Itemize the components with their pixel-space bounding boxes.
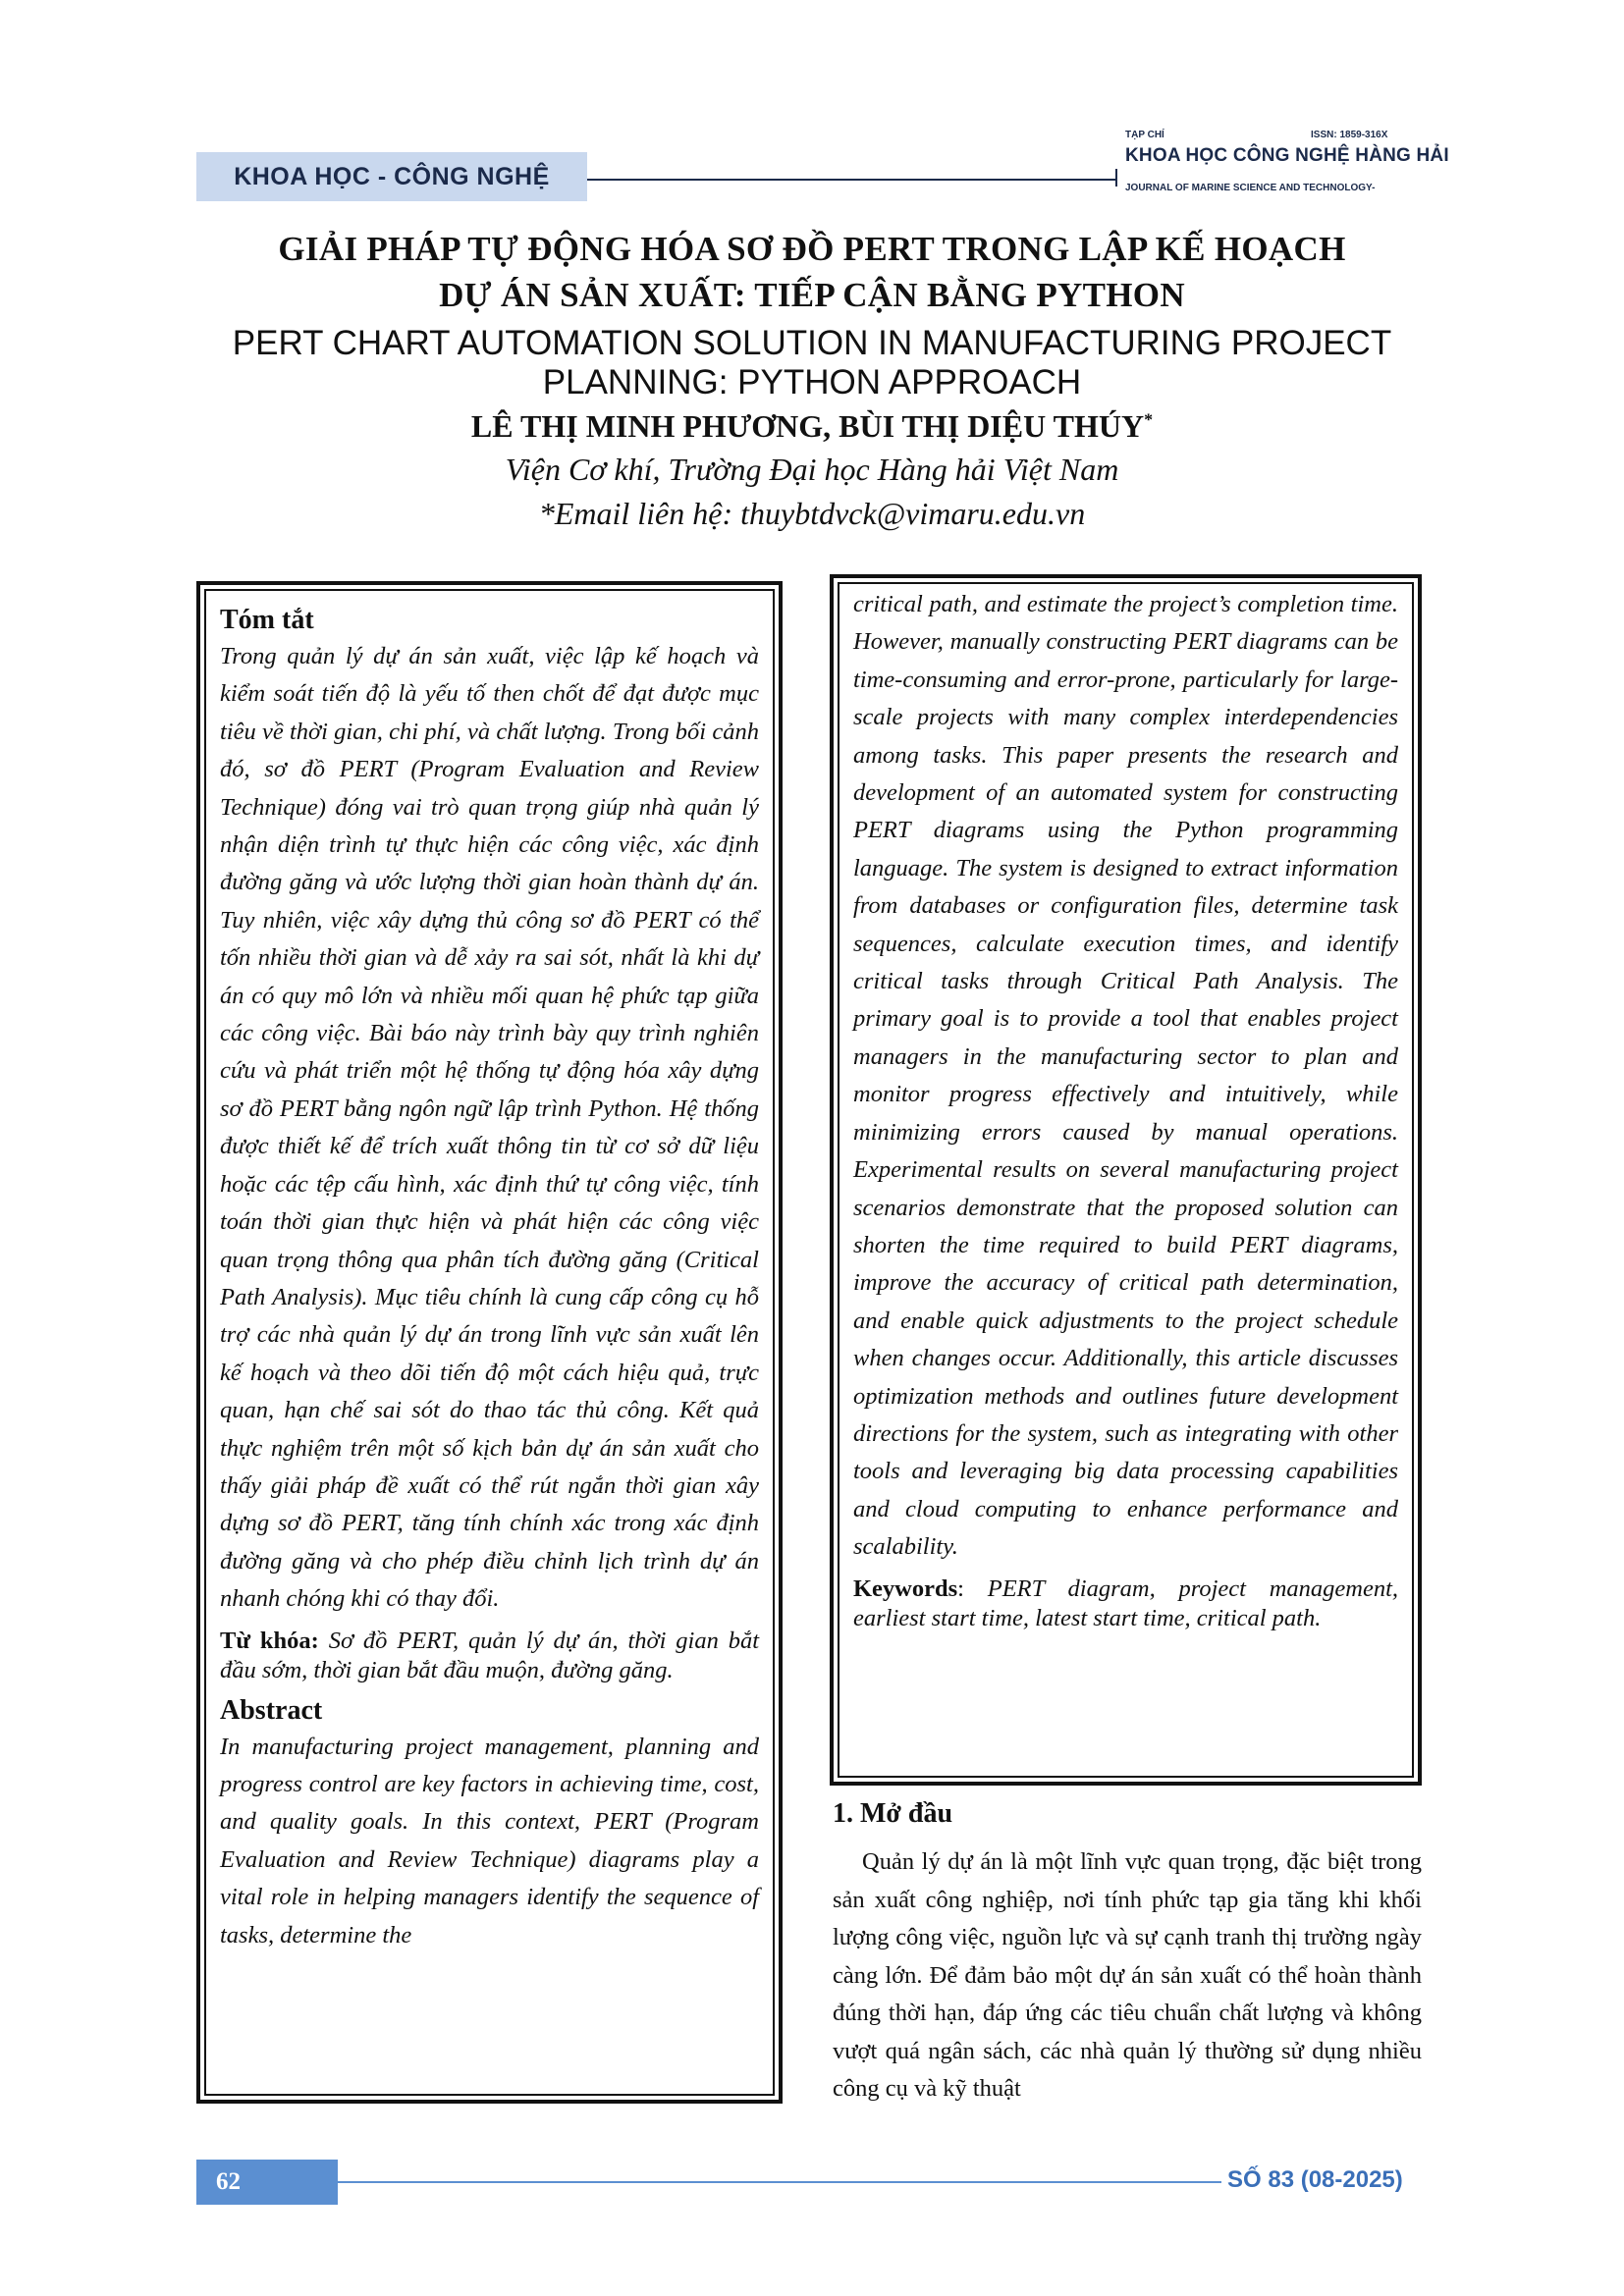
keywords-vi-text: Sơ đồ PERT, quản lý dự án, thời gian bắt đầu sớm, thời gian bắt đầu muộn, đường găng. [220, 1627, 759, 1683]
affiliation: Viện Cơ khí, Trường Đại học Hàng hải Việt Nam [505, 452, 1119, 487]
author-mark: * [1144, 409, 1154, 430]
abstract-en-text-part1: In manufacturing project management, planning and progress control are key factors in achieving time, cost, and quality goals. In this context, PERT (Program Evaluation and Review Technique) diagrams play a vital role in helping managers identify the sequence of tasks, determine the [220, 1733, 759, 1949]
header-rule [587, 179, 1115, 181]
keywords-en-label: Keywords [853, 1575, 958, 1602]
journal-issn: ISSN: 1859-316X [1311, 130, 1388, 140]
contact-email: *Email liên hệ: thuybtdvck@vimaru.edu.vn [538, 496, 1086, 531]
keywords-vi: Từ khóa: Sơ đồ PERT, quản lý dự án, thời gian bắt đầu sớm, thời gian bắt đầu muộn, đường găng. [220, 1627, 759, 1683]
keywords-vi-label: Từ khóa [220, 1627, 311, 1654]
authors-names: LÊ THỊ MINH PHƯƠNG, BÙI THỊ DIỆU THÚY [470, 408, 1145, 444]
title-vi-line1: GIẢI PHÁP TỰ ĐỘNG HÓA SƠ ĐỒ PERT TRONG LẬP KẾ HOẠCH [278, 230, 1346, 268]
keywords-en: Keywords: PERT diagram, project management, earliest start time, latest start time, critical path. [853, 1575, 1399, 1631]
keywords-en-text: PERT diagram, project management, earliest start time, latest start time, critical path. [853, 1575, 1399, 1631]
journal-name-en: JOURNAL OF MARINE SCIENCE AND TECHNOLOGY- [1125, 183, 1376, 193]
abstract-vi-heading: Tóm tắt [220, 605, 314, 635]
title-en-line2: PLANNING: PYTHON APPROACH [542, 363, 1082, 401]
abstract-box-left [196, 581, 783, 2104]
section-tag: KHOA HỌC - CÔNG NGHỆ [196, 152, 587, 201]
journal-name-en-text: JOURNAL OF MARINE SCIENCE AND TECHNOLOGY [1125, 183, 1373, 193]
abstract-en-text-part2: critical path, and estimate the project’s completion time. However, manually constructing PERT diagrams can be time-consuming and error-prone, particularly for large-scale projects with many complex interdependencies among tasks. This paper presents the research and development of an automated system for constructing PERT diagrams using the Python programming language. The system is designed to extract information from databases or configuration files, determine task sequences, calculate execution times, and identify critical tasks through Critical Path Analysis. The primary goal is to provide a tool that enables project managers in the manufacturing sector to plan and monitor progress effectively and intuitively, while minimizing errors caused by manual operations. Experimental results on several manufacturing project scenarios demonstrate that the proposed solution can shorten the time required to build PERT diagrams, improve the accuracy of critical path determination, and enable quick adjustments to the project schedule when changes occur. Additionally, this article discusses optimization methods and outlines future development directions for the system, such as integrating with other tools and leveraging big data processing capabilities and cloud computing to enhance performance and scalability. [853, 591, 1398, 1561]
abstract-box-left-inner [204, 589, 775, 2096]
title-vi-line2: DỰ ÁN SẢN XUẤT: TIẾP CẬN BẰNG PYTHON [439, 276, 1185, 314]
intro-heading: 1. Mở đầu [833, 1798, 953, 1829]
header-rule-tick [1115, 169, 1117, 187]
journal-label: TẠP CHÍ [1125, 130, 1164, 140]
page-number: 62 [196, 2160, 338, 2205]
abstract-vi-text: Trong quản lý dự án sản xuất, việc lập kế hoạch và kiểm soát tiến độ là yếu tố then chốt để đạt được mục tiêu về thời gian, chi phí, và chất lượng. Trong bối cảnh đó, sơ đồ PERT (Program Evaluation and Review Technique) đóng vai trò quan trọng giúp nhà quản lý nhận diện trình tự thực hiện các công việc, xác định đường găng và ước lượng thời gian hoàn thành dự án. Tuy nhiên, việc xây dựng thủ công sơ đồ PERT có thể tốn nhiều thời gian và dễ xảy ra sai sót, nhất là khi dự án có quy mô lớn và nhiều mối quan hệ phức tạp giữa các công việc. Bài báo này trình bày quy trình nghiên cứu và phát triển một hệ thống tự động hóa xây dựng sơ đồ PERT bằng ngôn ngữ lập trình Python. Hệ thống được thiết kế để trích xuất thông tin từ cơ sở dữ liệu hoặc các tệp cấu hình, xác định thứ tự công việc, tính toán thời gian thực hiện và phát hiện các công việc quan trọng thông qua phân tích đường găng (Critical Path Analysis). Mục tiêu chính là cung cấp công cụ hỗ trợ các nhà quản lý dự án trong lĩnh vực sản xuất lên kế hoạch và theo dõi tiến độ một cách hiệu quả, trực quan, hạn chế sai sót do thao tác thủ công. Kết quả thực nghiệm trên một số kịch bản dự án sản xuất cho thấy giải pháp đề xuất có thể rút ngắn thời gian xây dựng sơ đồ PERT, tăng tính chính xác trong xác định đường găng và cho phép điều chỉnh lịch trình dự án nhanh chóng khi có thay đổi. [220, 643, 759, 1613]
abstract-box-right [830, 574, 1422, 1786]
issue-number: SỐ 83 (08-2025) [1227, 2166, 1403, 2193]
intro-text: Quản lý dự án là một lĩnh vực quan trọng, đặc biệt trong sản xuất công nghiệp, nơi tính phức tạp gia tăng khi khối lượng công việc, nguồn lực và sự cạnh tranh thị trường ngày càng lớn. Để đảm bảo một dự án sản xuất có thể hoàn thành đúng thời hạn, đáp ứng các tiêu chuẩn chất lượng và không vượt quá ngân sách, các nhà quản lý thường sử dụng nhiều công cụ và kỹ thuật [833, 1848, 1422, 2102]
journal-name: KHOA HỌC CÔNG NGHỆ HÀNG HẢI [1125, 145, 1449, 166]
abstract-box-right-inner [838, 582, 1414, 1778]
abstract-en-heading: Abstract [220, 1694, 323, 1726]
authors [147, 408, 1477, 445]
title-en-line1: PERT CHART AUTOMATION SOLUTION IN MANUFACTURING PROJECT [232, 324, 1392, 362]
footer-rule [338, 2181, 1221, 2183]
